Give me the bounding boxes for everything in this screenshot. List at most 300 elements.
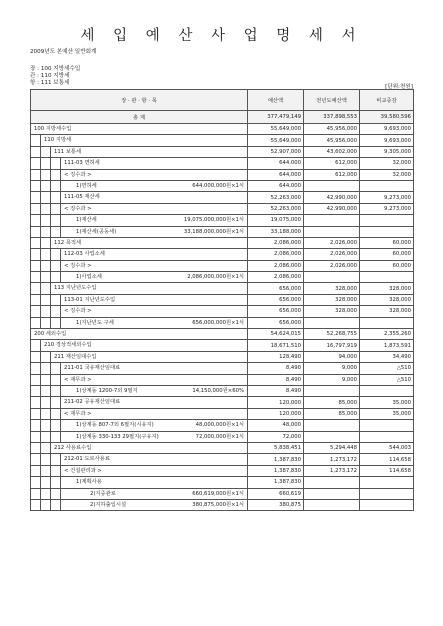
row-label: 1)사업소세 bbox=[76, 274, 102, 281]
table-row bbox=[31, 249, 414, 260]
row-diff bbox=[360, 272, 414, 283]
row-prev bbox=[304, 215, 360, 226]
row-detail bbox=[244, 466, 247, 476]
row-label-cell bbox=[31, 283, 248, 294]
row-label-cell bbox=[31, 203, 248, 214]
row-budget: 52,907,000 bbox=[248, 146, 304, 157]
table-row bbox=[31, 465, 414, 476]
indent-guide bbox=[31, 409, 41, 419]
row-budget: 54,624,015 bbox=[248, 329, 304, 340]
indent-guide bbox=[51, 249, 61, 259]
row-detail bbox=[244, 204, 247, 214]
indent-guide bbox=[51, 397, 61, 407]
table-row bbox=[31, 146, 414, 157]
row-prev: 9,000 bbox=[304, 363, 360, 374]
row-diff bbox=[360, 420, 414, 431]
table-row bbox=[31, 124, 414, 135]
indent-guide bbox=[51, 181, 61, 191]
row-label-cell bbox=[31, 340, 248, 351]
indent-guide bbox=[51, 466, 61, 476]
col-header-label: 장 · 관 · 항 · 목 bbox=[31, 90, 248, 111]
indent-guide bbox=[51, 295, 61, 305]
col-header-budget: 예산액 bbox=[248, 90, 304, 111]
row-label: 212 사용료수입 bbox=[54, 444, 92, 451]
indent-guide bbox=[31, 181, 41, 191]
row-label-cell bbox=[31, 146, 248, 157]
indent-guide bbox=[41, 500, 51, 510]
hang-label: 항 : 111 보통세 bbox=[30, 80, 70, 86]
row-label-cell bbox=[31, 124, 248, 135]
row-prev: 328,000 bbox=[304, 283, 360, 294]
row-prev bbox=[304, 385, 360, 396]
row-detail: 644,000,000원×1식 bbox=[192, 182, 244, 189]
table-row bbox=[31, 442, 414, 453]
indent-guide bbox=[51, 272, 61, 282]
indent-guide bbox=[51, 454, 61, 464]
row-label: 113-01 지난년도수입 bbox=[64, 296, 116, 303]
row-label-cell bbox=[31, 294, 248, 305]
row-budget: 656,000 bbox=[248, 294, 304, 305]
row-label: 1)상계동 807-7외 6필지(시유지) bbox=[76, 422, 154, 429]
row-detail: 14,150,000원×60% bbox=[192, 387, 244, 394]
row-diff: 9,273,000 bbox=[360, 192, 414, 203]
row-prev bbox=[304, 420, 360, 431]
row-budget: 656,000 bbox=[248, 317, 304, 328]
row-label: 110 지방세 bbox=[44, 137, 72, 144]
indent-guide bbox=[31, 204, 41, 214]
row-budget: 120,000 bbox=[248, 397, 304, 408]
table-row bbox=[31, 260, 414, 271]
row-prev bbox=[304, 226, 360, 237]
budget-table bbox=[30, 89, 414, 511]
row-detail bbox=[244, 397, 247, 407]
indent-guide bbox=[51, 432, 61, 442]
row-budget: 656,000 bbox=[248, 283, 304, 294]
table-row bbox=[31, 454, 414, 465]
row-label-cell bbox=[31, 374, 248, 385]
indent-guide bbox=[31, 386, 41, 396]
total-budget: 377,479,149 bbox=[248, 111, 304, 124]
row-detail bbox=[244, 363, 247, 373]
row-detail bbox=[244, 158, 247, 168]
indent-guide bbox=[31, 283, 41, 293]
row-diff: 544,003 bbox=[360, 442, 414, 453]
indent-guide bbox=[31, 397, 41, 407]
row-label-cell bbox=[31, 363, 248, 374]
indent-guide bbox=[31, 249, 41, 259]
row-prev: 45,956,000 bbox=[304, 124, 360, 135]
indent-guide bbox=[41, 306, 51, 316]
row-diff: 34,490 bbox=[360, 351, 414, 362]
row-label: < 재무과 > bbox=[64, 410, 92, 417]
row-budget: 1,387,830 bbox=[248, 465, 304, 476]
table-row bbox=[31, 226, 414, 237]
row-prev bbox=[304, 180, 360, 191]
row-label-cell bbox=[31, 408, 248, 419]
table-row bbox=[31, 499, 414, 510]
indent-guide bbox=[41, 192, 51, 202]
row-label-cell bbox=[31, 306, 248, 317]
row-detail: 19,075,000,000원×1식 bbox=[183, 217, 244, 224]
indent-guide bbox=[41, 386, 51, 396]
table-row bbox=[31, 408, 414, 419]
row-label-cell bbox=[31, 420, 248, 431]
row-label-cell bbox=[31, 465, 248, 476]
row-detail bbox=[244, 192, 247, 202]
row-diff: 1,873,591 bbox=[360, 340, 414, 351]
row-budget: 1,387,830 bbox=[248, 454, 304, 465]
row-label-cell bbox=[31, 397, 248, 408]
indent-guide bbox=[51, 215, 61, 225]
page-title: 세 입 예 산 사 업 명 세 서 bbox=[80, 28, 363, 44]
table-row bbox=[31, 363, 414, 374]
row-label: < 재무과 > bbox=[64, 376, 92, 383]
row-prev: 43,602,000 bbox=[304, 146, 360, 157]
row-diff bbox=[360, 215, 414, 226]
row-detail bbox=[244, 283, 247, 293]
row-label-cell bbox=[31, 329, 248, 340]
indent-guide bbox=[31, 306, 41, 316]
indent-guide bbox=[51, 477, 61, 487]
table-row bbox=[31, 180, 414, 191]
indent-guide bbox=[51, 363, 61, 373]
table-row bbox=[31, 135, 414, 146]
row-prev: 612,000 bbox=[304, 158, 360, 169]
row-diff: 32,000 bbox=[360, 158, 414, 169]
row-label-cell bbox=[31, 260, 248, 271]
row-prev: 5,294,448 bbox=[304, 442, 360, 453]
row-prev: 2,026,000 bbox=[304, 249, 360, 260]
indent-guide bbox=[41, 397, 51, 407]
row-label-cell bbox=[31, 477, 248, 488]
row-diff bbox=[360, 226, 414, 237]
indent-guide bbox=[41, 215, 51, 225]
row-label: < 징수과 > bbox=[64, 262, 92, 269]
row-prev: 42,990,000 bbox=[304, 203, 360, 214]
table-row bbox=[31, 283, 414, 294]
row-prev bbox=[304, 272, 360, 283]
total-label: 총 계 bbox=[31, 111, 248, 124]
row-prev: 52,268,755 bbox=[304, 329, 360, 340]
row-prev: 328,000 bbox=[304, 294, 360, 305]
table-row bbox=[31, 374, 414, 385]
indent-guide bbox=[41, 454, 51, 464]
row-detail: 33,188,000,000원×1식 bbox=[183, 228, 244, 235]
row-diff: △510 bbox=[360, 363, 414, 374]
col-header-prev-budget: 전년도예산액 bbox=[304, 90, 360, 111]
indent-guide bbox=[41, 147, 51, 157]
indent-guide bbox=[51, 489, 61, 499]
indent-guide bbox=[41, 181, 51, 191]
row-prev: 16,797,919 bbox=[304, 340, 360, 351]
table-row bbox=[31, 294, 414, 305]
row-budget: 380,875 bbox=[248, 499, 304, 510]
row-diff: 35,000 bbox=[360, 397, 414, 408]
row-detail bbox=[244, 147, 247, 157]
row-budget: 55,649,000 bbox=[248, 124, 304, 135]
indent-guide bbox=[51, 170, 61, 180]
row-budget: 8,490 bbox=[248, 374, 304, 385]
row-diff bbox=[360, 317, 414, 328]
indent-guide bbox=[31, 363, 41, 373]
row-budget: 33,188,000 bbox=[248, 226, 304, 237]
row-diff: 9,693,000 bbox=[360, 124, 414, 135]
table-row bbox=[31, 169, 414, 180]
row-detail bbox=[244, 409, 247, 419]
row-label-cell bbox=[31, 215, 248, 226]
row-prev bbox=[304, 488, 360, 499]
indent-guide bbox=[31, 158, 41, 168]
row-budget: 644,000 bbox=[248, 180, 304, 191]
indent-guide bbox=[31, 147, 41, 157]
table-row bbox=[31, 329, 414, 340]
row-detail bbox=[244, 124, 247, 134]
row-detail bbox=[244, 135, 247, 145]
indent-guide bbox=[41, 170, 51, 180]
row-label: 211 재산임대수입 bbox=[54, 353, 97, 360]
row-diff: △510 bbox=[360, 374, 414, 385]
row-budget: 2,086,000 bbox=[248, 237, 304, 248]
row-budget: 8,490 bbox=[248, 363, 304, 374]
table-row bbox=[31, 237, 414, 248]
row-diff bbox=[360, 499, 414, 510]
indent-guide bbox=[31, 227, 41, 237]
row-label-cell bbox=[31, 158, 248, 169]
row-detail bbox=[244, 295, 247, 305]
row-diff: 9,693,000 bbox=[360, 135, 414, 146]
indent-guide bbox=[41, 204, 51, 214]
indent-guide bbox=[31, 443, 41, 453]
indent-guide bbox=[51, 420, 61, 430]
row-detail: 72,000,000원×1식 bbox=[195, 433, 244, 440]
indent-guide bbox=[31, 477, 41, 487]
row-detail: 48,000,000원×1식 bbox=[195, 422, 244, 429]
indent-guide bbox=[41, 432, 51, 442]
table-row bbox=[31, 351, 414, 362]
table-row bbox=[31, 203, 414, 214]
row-prev bbox=[304, 317, 360, 328]
row-diff: 9,273,000 bbox=[360, 203, 414, 214]
table-row bbox=[31, 488, 414, 499]
row-budget: 128,490 bbox=[248, 351, 304, 362]
row-prev: 85,000 bbox=[304, 397, 360, 408]
row-label: 2)지하출입시설 bbox=[90, 501, 127, 508]
row-label: 112-03 사업소세 bbox=[64, 251, 105, 258]
indent-guide bbox=[41, 158, 51, 168]
row-diff: 32,000 bbox=[360, 169, 414, 180]
indent-guide bbox=[41, 466, 51, 476]
row-diff: 328,000 bbox=[360, 306, 414, 317]
row-budget: 72,000 bbox=[248, 431, 304, 442]
row-diff: 60,000 bbox=[360, 249, 414, 260]
row-prev: 612,000 bbox=[304, 169, 360, 180]
indent-guide bbox=[51, 409, 61, 419]
indent-guide bbox=[31, 375, 41, 385]
table-row bbox=[31, 192, 414, 203]
row-label-cell bbox=[31, 249, 248, 260]
table-header-row bbox=[31, 90, 414, 111]
table-row bbox=[31, 158, 414, 169]
row-label: 1)상계동 1200-7외 9필지 bbox=[76, 387, 138, 394]
row-diff: 328,000 bbox=[360, 294, 414, 305]
col-header-diff: 비교증감 bbox=[360, 90, 414, 111]
row-label-cell bbox=[31, 351, 248, 362]
table-row bbox=[31, 397, 414, 408]
table-row bbox=[31, 420, 414, 431]
row-prev: 94,000 bbox=[304, 351, 360, 362]
indent-guide bbox=[41, 283, 51, 293]
total-row bbox=[31, 111, 414, 124]
indent-guide bbox=[41, 227, 51, 237]
indent-guide bbox=[31, 215, 41, 225]
fiscal-year-label: 2009년도 본예산 일반회계 bbox=[30, 49, 97, 55]
indent-guide bbox=[31, 272, 41, 282]
row-diff bbox=[360, 180, 414, 191]
row-diff: 328,000 bbox=[360, 283, 414, 294]
row-label-cell bbox=[31, 169, 248, 180]
row-detail bbox=[244, 454, 247, 464]
row-budget: 120,000 bbox=[248, 408, 304, 419]
row-label-cell bbox=[31, 431, 248, 442]
table-row bbox=[31, 306, 414, 317]
row-detail bbox=[244, 306, 247, 316]
indent-guide bbox=[51, 158, 61, 168]
row-prev: 42,990,000 bbox=[304, 192, 360, 203]
row-label: 1)재산세(공동세) bbox=[76, 228, 117, 235]
row-budget: 19,075,000 bbox=[248, 215, 304, 226]
row-label-cell bbox=[31, 488, 248, 499]
indent-guide bbox=[31, 340, 41, 350]
row-label: 212-01 도로사용료 bbox=[64, 456, 111, 463]
row-budget: 55,649,000 bbox=[248, 135, 304, 146]
row-diff: 60,000 bbox=[360, 260, 414, 271]
indent-guide bbox=[41, 249, 51, 259]
indent-guide bbox=[51, 204, 61, 214]
row-budget: 644,000 bbox=[248, 158, 304, 169]
row-budget: 5,838,451 bbox=[248, 442, 304, 453]
row-prev: 2,026,000 bbox=[304, 260, 360, 271]
row-detail bbox=[244, 329, 247, 339]
table-row bbox=[31, 385, 414, 396]
row-detail bbox=[244, 238, 247, 248]
indent-guide bbox=[41, 363, 51, 373]
row-diff: 114,658 bbox=[360, 465, 414, 476]
row-detail bbox=[244, 443, 247, 453]
row-label: 112 목적세 bbox=[54, 239, 82, 246]
row-label: < 징수과 > bbox=[64, 205, 92, 212]
row-prev: 1,273,172 bbox=[304, 465, 360, 476]
row-budget: 18,671,510 bbox=[248, 340, 304, 351]
table-row bbox=[31, 431, 414, 442]
indent-guide bbox=[41, 443, 51, 453]
indent-guide bbox=[31, 261, 41, 271]
row-label: 2)지중관로 bbox=[90, 490, 116, 497]
table-row bbox=[31, 215, 414, 226]
row-budget: 2,086,000 bbox=[248, 249, 304, 260]
row-prev: 328,000 bbox=[304, 306, 360, 317]
row-budget: 1,387,830 bbox=[248, 477, 304, 488]
row-detail bbox=[244, 375, 247, 385]
row-detail bbox=[244, 170, 247, 180]
row-diff: 114,658 bbox=[360, 454, 414, 465]
indent-guide bbox=[31, 454, 41, 464]
row-detail bbox=[244, 352, 247, 362]
row-budget: 52,263,000 bbox=[248, 203, 304, 214]
row-label: 1)상계동 330-133 29필지(구유지) bbox=[76, 433, 159, 440]
gwan-label: 관 : 110 지방세 bbox=[30, 73, 70, 79]
row-label: < 징수과 > bbox=[64, 308, 92, 315]
row-label: 111-03 면허세 bbox=[64, 160, 100, 167]
row-label-cell bbox=[31, 272, 248, 283]
row-prev bbox=[304, 431, 360, 442]
indent-guide bbox=[31, 420, 41, 430]
row-label-cell bbox=[31, 454, 248, 465]
table-row bbox=[31, 477, 414, 488]
row-detail: 656,000,000원×1식 bbox=[192, 319, 244, 326]
indent-guide bbox=[41, 420, 51, 430]
row-label-cell bbox=[31, 180, 248, 191]
row-prev: 45,956,000 bbox=[304, 135, 360, 146]
row-diff: 35,000 bbox=[360, 408, 414, 419]
indent-guide bbox=[31, 192, 41, 202]
row-detail bbox=[244, 249, 247, 259]
indent-guide bbox=[31, 489, 41, 499]
row-detail: 2,086,000,000원×1식 bbox=[187, 274, 244, 281]
row-label-cell bbox=[31, 385, 248, 396]
row-label-cell bbox=[31, 226, 248, 237]
indent-guide bbox=[51, 318, 61, 328]
indent-guide bbox=[41, 238, 51, 248]
row-label: 1)면허세 bbox=[76, 182, 97, 189]
indent-guide bbox=[51, 386, 61, 396]
row-label: < 징수과 > bbox=[64, 171, 92, 178]
indent-guide bbox=[51, 261, 61, 271]
total-diff: 39,580,596 bbox=[360, 111, 414, 124]
indent-guide bbox=[31, 295, 41, 305]
row-budget: 2,086,000 bbox=[248, 272, 304, 283]
row-budget: 52,263,000 bbox=[248, 192, 304, 203]
row-detail bbox=[244, 477, 247, 487]
row-budget: 660,619 bbox=[248, 488, 304, 499]
row-budget: 644,000 bbox=[248, 169, 304, 180]
row-budget: 48,000 bbox=[248, 420, 304, 431]
indent-guide bbox=[31, 318, 41, 328]
row-label: 200 세외수입 bbox=[34, 331, 67, 338]
row-diff: 9,305,000 bbox=[360, 146, 414, 157]
row-diff bbox=[360, 488, 414, 499]
indent-guide bbox=[31, 238, 41, 248]
unit-label: [단위:천원] bbox=[385, 84, 413, 90]
indent-guide bbox=[41, 272, 51, 282]
indent-guide bbox=[31, 170, 41, 180]
table-row bbox=[31, 272, 414, 283]
jang-label: 장 : 100 지방세수입 bbox=[30, 66, 81, 72]
indent-guide bbox=[31, 432, 41, 442]
indent-guide bbox=[51, 500, 61, 510]
row-diff: 2,355,260 bbox=[360, 329, 414, 340]
row-detail bbox=[244, 261, 247, 271]
row-label: < 건설관리과 > bbox=[64, 467, 102, 474]
row-prev: 2,026,000 bbox=[304, 237, 360, 248]
row-label: 211-01 국유재산임대료 bbox=[64, 365, 121, 372]
row-prev bbox=[304, 499, 360, 510]
indent-guide bbox=[31, 352, 41, 362]
row-label: 111 보통세 bbox=[54, 148, 82, 155]
row-budget: 8,490 bbox=[248, 385, 304, 396]
indent-guide bbox=[41, 409, 51, 419]
row-label: 1)재산세 bbox=[76, 217, 97, 224]
row-prev: 1,273,172 bbox=[304, 454, 360, 465]
